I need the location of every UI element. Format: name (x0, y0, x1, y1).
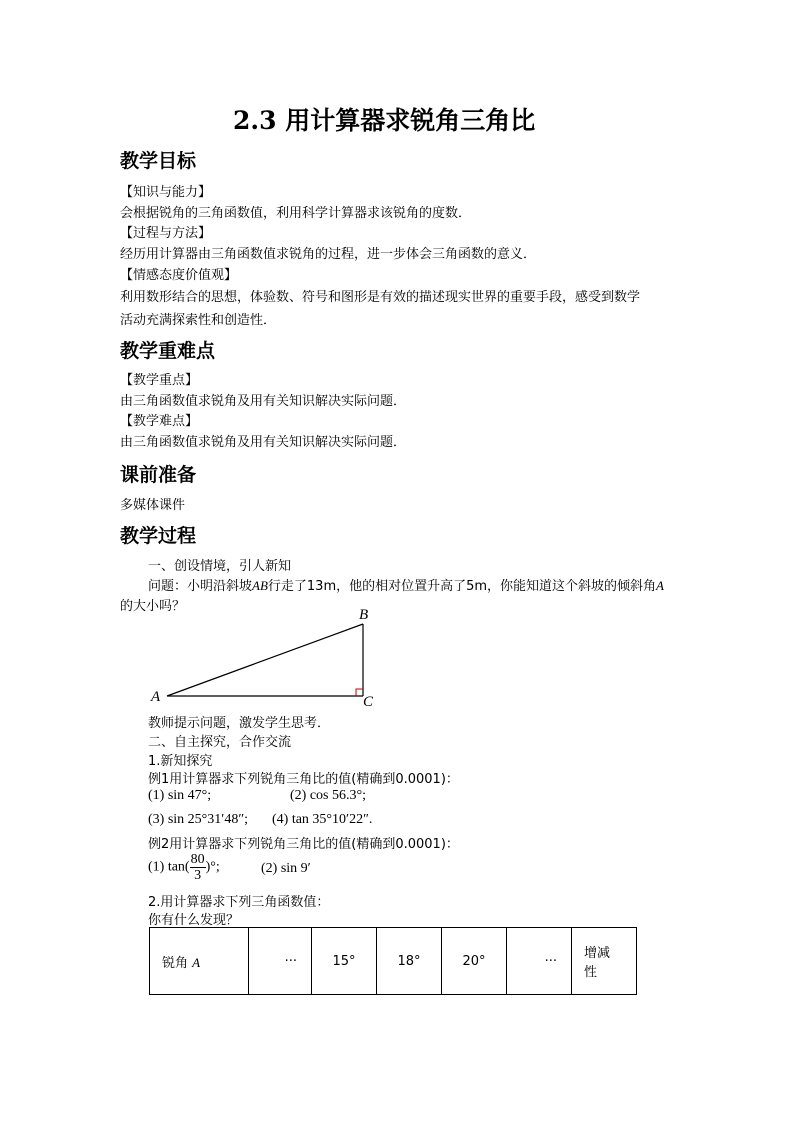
ex1-item4: (4) tan 35°10′22″. (272, 812, 373, 827)
question-line1: 问题：小明沿斜坡AB行走了13m，他的相对位置升高了5m，你能知道这个斜坡的倾斜角A (148, 578, 664, 594)
triangle-figure (145, 605, 385, 710)
prep-text: 多媒体课件 (120, 498, 186, 513)
ex1-item1: (1) sin 47°; (148, 788, 212, 803)
keypoints-heading: 教学重难点 (120, 340, 216, 362)
attitude-text-line1: 利用数形结合的思想，体验数、符号和图形是有效的描述现实世界的重要手段，感受到数学 (120, 290, 641, 305)
table-cell-dots-right: ··· (507, 928, 572, 995)
table-cell-label: 锐角 A (150, 928, 249, 995)
var-a: A (656, 578, 664, 593)
attitude-text-line2: 活动充满探索性和创造性． (120, 313, 277, 328)
var-ab: AB (252, 578, 268, 593)
table-cell-15: 15° (312, 928, 377, 995)
ex2-item2: (2) sin 9′ (261, 861, 311, 876)
process-heading: 教学过程 (120, 525, 197, 547)
attitude-tag: 【情感态度价值观】 (120, 268, 238, 283)
example1-title: 例1用计算器求下列锐角三角比的值(精确到0.0001)： (148, 772, 459, 787)
process-tag: 【过程与方法】 (120, 226, 212, 241)
slope-ab (167, 624, 363, 696)
ex1-item3: (3) sin 25°31′48″; (148, 812, 249, 827)
sub1-title: 1.新知探究 (148, 754, 213, 769)
step2-title: 二、自主探究，合作交流 (148, 735, 292, 750)
right-angle-mark (356, 689, 363, 696)
table-row (150, 928, 637, 995)
table-cell-dots-left: ··· (249, 928, 312, 995)
table-cell-18: 18° (377, 928, 442, 995)
sub2-title: 2.用计算器求下列三角函数值： (148, 895, 330, 910)
knowledge-tag: 【知识与能力】 (120, 185, 212, 200)
ex1-item2: (2) cos 56.3°; (290, 788, 366, 803)
teacher-note: 教师提示问题，激发学生思考． (148, 716, 331, 731)
key-tag: 【教学重点】 (120, 373, 199, 388)
example2-title: 例2用计算器求下列锐角三角比的值(精确到0.0001)： (148, 837, 459, 852)
label-c: C (363, 694, 374, 710)
step1-title: 一、创设情境，引人新知 (148, 559, 292, 574)
trig-values-table (149, 927, 637, 995)
fraction-80-3: $\frac{80}{3}$ (190, 852, 205, 883)
question-line2: 的大小吗？ (120, 599, 186, 614)
label-b: B (359, 607, 369, 623)
hard-text: 由三角函数值求锐角及用有关知识解决实际问题． (120, 435, 407, 450)
page-title: 2.3 用计算器求锐角三角比 (233, 106, 536, 135)
goals-heading: 教学目标 (120, 150, 197, 172)
table-cell-trend: 增减 性 (572, 928, 637, 995)
label-a: A (151, 689, 161, 705)
hard-tag: 【教学难点】 (120, 414, 199, 429)
discover-prompt: 你有什么发现？ (148, 913, 240, 928)
process-text: 经历用计算器由三角函数值求锐角的过程，进一步体会三角函数的意义． (120, 247, 537, 262)
table-cell-20: 20° (442, 928, 507, 995)
key-text: 由三角函数值求锐角及用有关知识解决实际问题． (120, 394, 407, 409)
prep-heading: 课前准备 (120, 464, 197, 486)
knowledge-text: 会根据锐角的三角函数值，利用科学计算器求该锐角的度数． (120, 206, 472, 221)
ex2-item1: (1) tan( $\frac{80}{3}$ )°; (148, 852, 220, 883)
